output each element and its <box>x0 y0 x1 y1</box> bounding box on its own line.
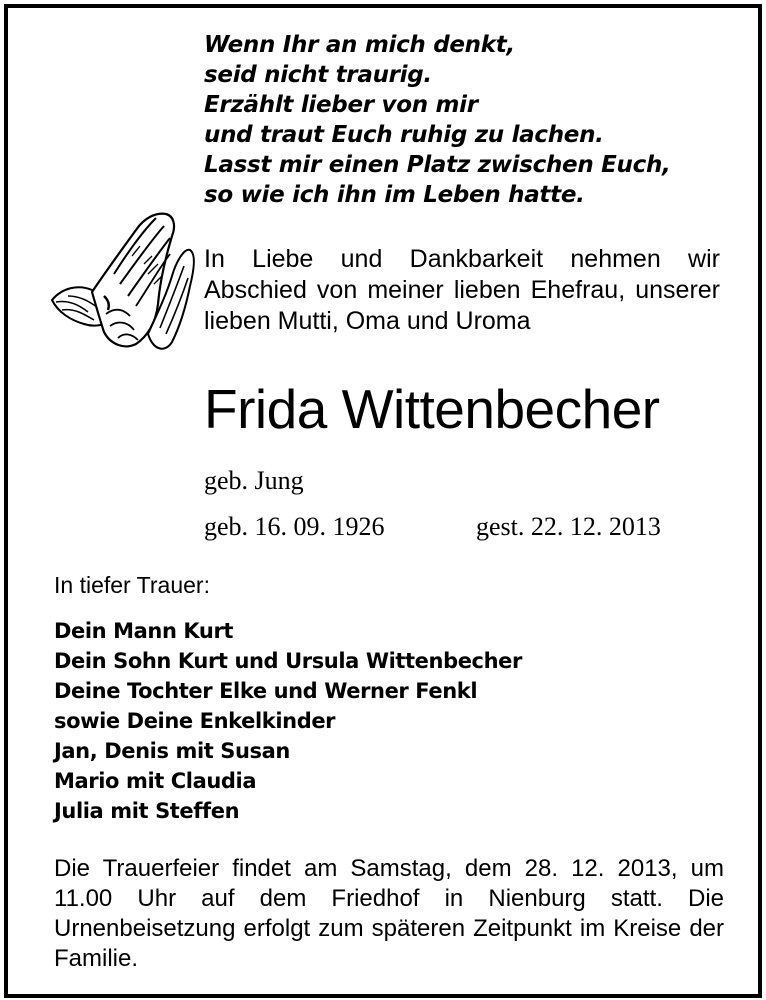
family-member: Julia mit Steffen <box>54 799 240 823</box>
family-member: Dein Sohn Kurt und Ursula Wittenbecher <box>54 649 522 673</box>
obituary-card <box>4 4 762 998</box>
family-member: Mario mit Claudia <box>54 769 257 793</box>
deceased-name: Frida Wittenbecher <box>204 378 660 440</box>
poem-line: seid nicht traurig. <box>204 62 432 88</box>
poem-line: Wenn Ihr an mich denkt, <box>204 32 515 58</box>
life-dates <box>204 510 704 544</box>
birth-date: geb. 16. 09. 1926 <box>204 512 385 541</box>
funeral-notice: Die Trauerfeier findet am Samstag, dem 28. 12. 2013, um 11.00 Uhr auf dem Friedhof in Nienburg statt. Die Urnenbeisetzung erfolgt zum späteren Zeitpunkt im Kreise der Familie. <box>54 855 724 972</box>
poem-line: und traut Euch ruhig zu lachen. <box>204 122 604 148</box>
mourning-label: In tiefer Trauer: <box>54 572 210 598</box>
death-date: gest. 22. 12. 2013 <box>476 512 661 541</box>
poem-line: Erzählt lieber von mir <box>204 92 478 118</box>
family-member: Jan, Denis mit Susan <box>54 739 290 763</box>
family-member: Dein Mann Kurt <box>54 619 234 643</box>
family-member: sowie Deine Enkelkinder <box>54 709 336 733</box>
intro-text: In Liebe und Dankbarkeit nehmen wir Abschied von meiner lieben Ehefrau, unserer lieben Mutti, Oma und Uroma <box>204 245 720 335</box>
family-list <box>54 616 522 826</box>
memorial-poem <box>204 30 744 210</box>
family-member: Deine Tochter Elke und Werner Fenkl <box>54 679 478 703</box>
praying-hands-icon <box>48 204 198 356</box>
poem-line: so wie ich ihn im Leben hatte. <box>204 182 585 208</box>
poem-line: Lasst mir einen Platz zwischen Euch, <box>204 152 671 178</box>
maiden-name: geb. Jung <box>204 466 304 495</box>
